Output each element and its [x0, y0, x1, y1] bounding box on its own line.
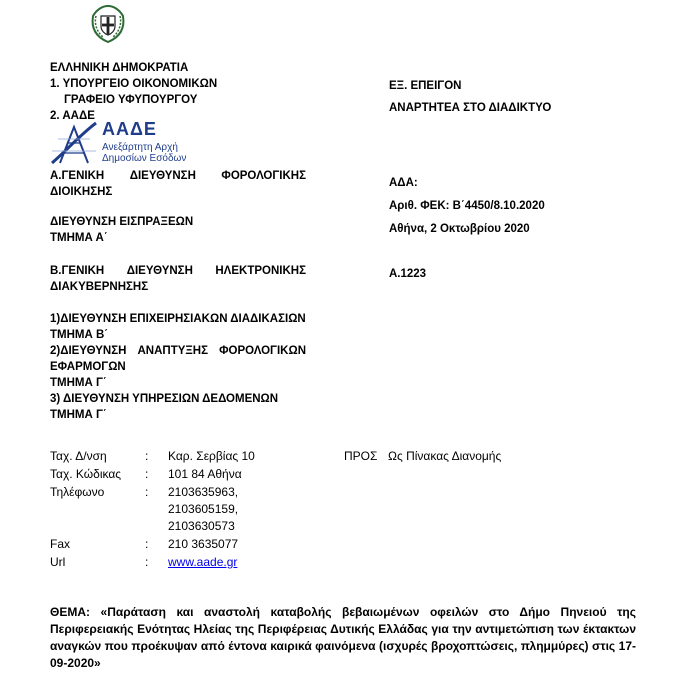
fax-colon: : [145, 537, 149, 551]
gen-dir-egov-heading [50, 263, 306, 279]
gen-dir-tax-word: ΦΟΡΟΛΟΓΙΚΗΣ [221, 170, 306, 182]
website-link[interactable]: www.aade.gr [168, 555, 238, 569]
subject-paragraph: ΘΕΜΑ: «Παράταση και αναστολή καταβολής βεβαιωμένων οφειλών στο Δήμο Πηνειού της Περιφερειακής Ενότητας Ηλείας της Περιφέρειας Δυτικής Ελλάδας για την αντιμετώπιση των έκτακτων αναγκών που προέκυψαν από έντονα καιρικά φαινόμενα (ισχυρές βροχοπτώσεις, πλημμύρες) στις 17-09-2020» [50, 605, 636, 670]
phone-number: 2103630573 [168, 519, 235, 533]
dir2-word: 2)ΔΙΕΥΘΥΝΣΗ [50, 345, 127, 357]
postcode-colon: : [145, 467, 149, 481]
gen-dir-tax-word: ΔΙΕΥΘΥΝΣΗ [129, 170, 196, 182]
ada-label: ΑΔΑ: [389, 177, 418, 189]
aade-logo [50, 121, 210, 167]
dir2-heading [50, 343, 306, 359]
gen-dir-tax-word: Α.ΓΕΝΙΚΗ [50, 170, 105, 182]
gen-dir-tax-heading [50, 168, 306, 184]
fek-number: Αριθ. ΦΕΚ: Β΄4450/8.10.2020 [389, 200, 545, 212]
protocol-number: Α.1223 [389, 268, 427, 280]
phone-label: Τηλέφωνο [50, 485, 105, 499]
gen-dir-egov-line2: ΔΙΑΚΥΒΕΡΝΗΣΗΣ [50, 281, 149, 293]
dir2-word: ΦΟΡΟΛΟΓΙΚΩΝ [219, 345, 306, 357]
aade-logo-acronym: ΑΑΔΕ [102, 119, 157, 139]
address-label: Ταχ. Δ/νση [50, 449, 107, 463]
postcode-label: Ταχ. Κώδικας [50, 467, 122, 481]
recipient-value: Ως Πίνακας Διανομής [388, 449, 502, 463]
document-date: Αθήνα, 2 Οκτωβρίου 2020 [389, 223, 530, 235]
dir2-line2: ΕΦΑΡΜΟΓΩΝ [50, 361, 126, 373]
postcode-value: 101 84 Αθήνα [168, 467, 242, 481]
recipient-label: ΠΡΟΣ [344, 449, 378, 463]
phone-colon: : [145, 485, 149, 499]
urgent-label: ΕΞ. ΕΠΕΙΓΟΝ [389, 80, 462, 92]
address-colon: : [145, 449, 149, 463]
url-colon: : [145, 555, 149, 569]
phone-number: 2103605159, [168, 502, 239, 516]
gen-dir-tax-line2: ΔΙΟΙΚΗΣΗΣ [50, 186, 113, 198]
greek-emblem-icon [88, 4, 128, 44]
deputy-office-heading: ΓΡΑΦΕΙΟ ΥΦΥΠΟΥΡΓΟΥ [64, 94, 198, 106]
dir2-dept: ΤΜΗΜΑ Γ΄ [50, 377, 107, 389]
gen-dir-egov-word: ΗΛΕΚΤΡΟΝΙΚΗΣ [215, 265, 306, 277]
gen-dir-egov-word: Β.ΓΕΝΙΚΗ [50, 265, 105, 277]
address-value: Καρ. Σερβίας 10 [168, 449, 255, 463]
aade-heading: 2. ΑΑΔΕ [50, 110, 95, 122]
aade-logo-mark-icon [50, 121, 98, 165]
collections-dir: ΔΙΕΥΘΥΝΣΗ ΕΙΣΠΡΑΞΕΩΝ [50, 216, 194, 228]
gen-dir-egov-word: ΔΙΕΥΘΥΝΣΗ [126, 265, 193, 277]
url-label: Url [50, 555, 66, 569]
phone-number: 2103635963, [168, 485, 239, 499]
fax-label: Fax [50, 537, 71, 551]
dir3-dept: ΤΜΗΜΑ Γ΄ [50, 409, 107, 421]
dir2-word: ΑΝΑΠΤΥΞΗΣ [137, 345, 208, 357]
aade-logo-line2: Δημοσίων Εσόδων [102, 153, 187, 164]
republic-heading: ΕΛΛΗΝΙΚΗ ΔΗΜΟΚΡΑΤΙΑ [50, 62, 189, 74]
collections-dept: ΤΜΗΜΑ Α΄ [50, 232, 108, 244]
dir1-dept: ΤΜΗΜΑ Β΄ [50, 329, 109, 341]
posted-label: ΑΝΑΡΤΗΤΕΑ ΣΤΟ ΔΙΑΔΙΚΤΥΟ [389, 102, 552, 114]
fax-value: 210 3635077 [168, 537, 239, 551]
dir3-heading: 3) ΔΙΕΥΘΥΝΣΗ ΥΠΗΡΕΣΙΩΝ ΔΕΔΟΜΕΝΩΝ [50, 393, 279, 405]
ministry-heading: 1. ΥΠΟΥΡΓΕΙΟ ΟΙΚΟΝΟΜΙΚΩΝ [50, 78, 218, 90]
dir1-heading: 1)ΔΙΕΥΘΥΝΣΗ ΕΠΙΧΕΙΡΗΣΙΑΚΩΝ ΔΙΑΔΙΚΑΣΙΩΝ [50, 313, 306, 325]
aade-logo-line1: Ανεξάρτητη Αρχή [102, 142, 178, 153]
